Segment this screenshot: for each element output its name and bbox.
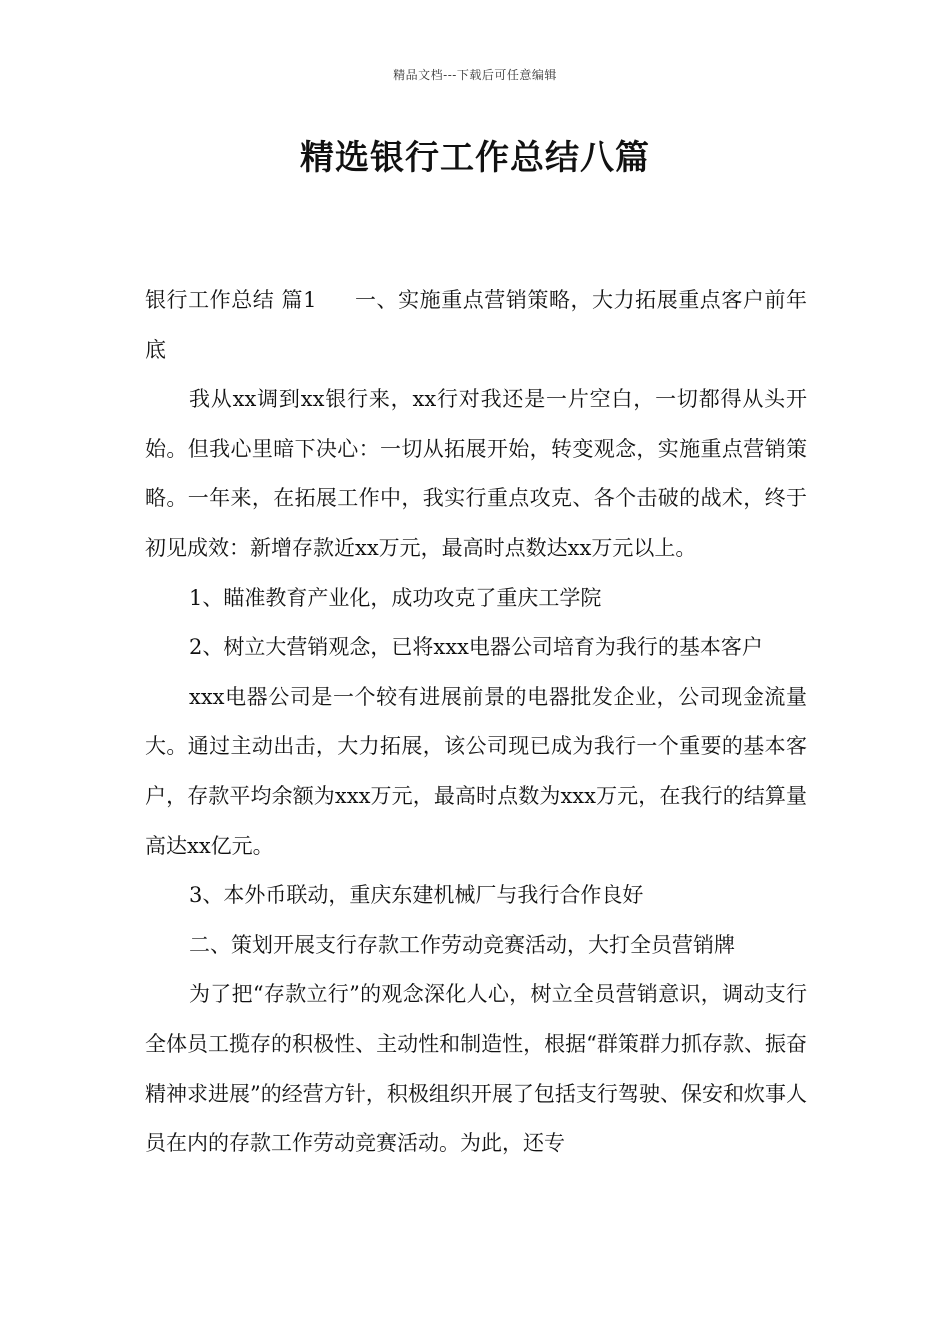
- paragraph: 我从xx调到xx银行来，xx行对我还是一片空白，一切都得从头开始。但我心里暗下决心：一切从拓展开始，转变观念，实施重点营销策略。一年来，在拓展工作中，我实行重点攻克、各个击破的战术，终于初见成效：新增存款近xx万元，最高时点数达xx万元以上。: [145, 387, 807, 560]
- document-body: [145, 276, 807, 1169]
- paragraph: xxx电器公司是一个较有进展前景的电器批发企业，公司现金流量大。通过主动出击，大力拓展，该公司现已成为我行一个重要的基本客户，存款平均余额为xxx万元，最高时点数为xxx万元，在我行的结算量高达xx亿元。: [145, 684, 807, 858]
- list-item: 1、瞄准教育产业化，成功攻克了重庆工学院: [189, 585, 602, 610]
- list-item: 2、树立大营销观念，已将xxx电器公司培育为我行的基本客户: [189, 635, 763, 660]
- header-note: 精品文档---下载后可任意编辑: [393, 68, 557, 82]
- section-heading: 二、策划开展支行存款工作劳动竞赛活动，大打全员营销牌: [189, 932, 735, 957]
- first-paragraph: [145, 276, 807, 375]
- section-heading: 一、实施重点营销策略，大力拓展重点客户前年底: [145, 288, 807, 362]
- list-item: 3、本外币联动，重庆东建机械厂与我行合作良好: [189, 883, 644, 908]
- paragraph: 为了把“存款立行”的观念深化人心，树立全员营销意识，调动支行全体员工揽存的积极性、主动性和制造性，根据“群策群力抓存款、振奋精神求进展”的经营方针，积极组织开展了包括支行驾驶、保安和炊事人员在内的存款工作劳动竞赛活动。为此，还专: [145, 982, 807, 1156]
- section-label: 银行工作总结 篇1: [145, 288, 317, 312]
- document-title: 精选银行工作总结八篇: [300, 138, 650, 178]
